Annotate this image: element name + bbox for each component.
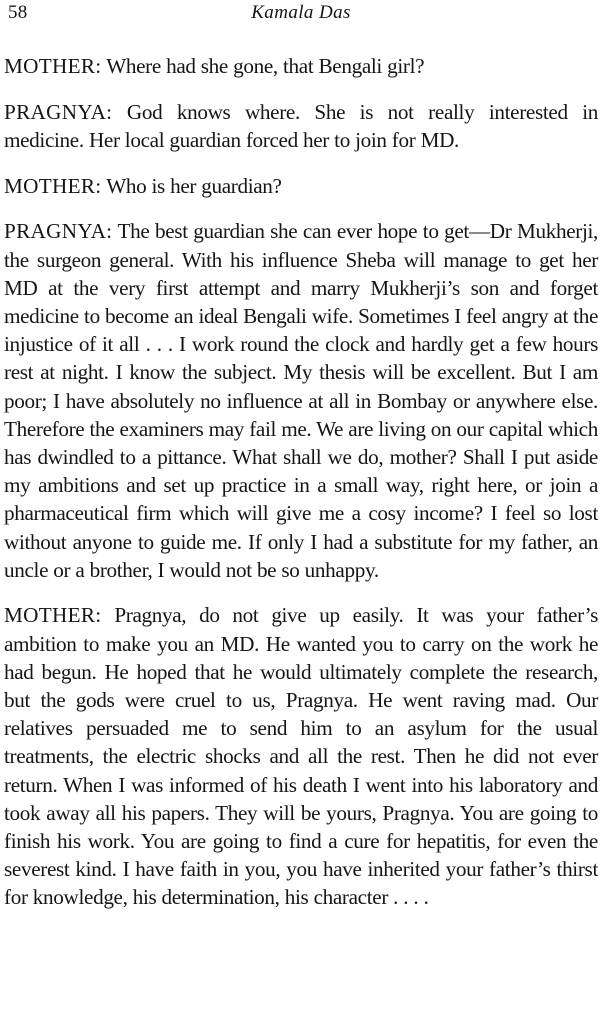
speaker-name: PRAGNYA: [4, 99, 113, 124]
dialogue-text: Where had she gone, that Bengali girl? [106, 54, 425, 78]
dialogue-paragraph [4, 98, 598, 154]
dialogue-text: God knows where. She is not really interested in medicine. Her local guardian forced her to join for MD. [4, 99, 598, 152]
dialogue-paragraph [4, 172, 598, 200]
running-head: Kamala Das [251, 2, 351, 23]
dialogue-text: The best guardian she can ever hope to get—Dr Mukherji, the surgeon general. With his influence Sheba will manage to get her MD at the very first attempt and marry Mukherji’s son and forget medicine to become an ideal Bengali wife. Sometimes I feel angry at the injustice of it all . . . I work round the clock and hardly get a few hours rest at night. I know the subject. My thesis will be excellent. But I am poor; I have absolutely no influence at all in Bombay or anywhere else. Therefore the examiners may fail me. We are living on our capital which has dwindled to a pittance. What shall we do, mother? Shall I put aside my ambitions and set up practice in a small way, right here, or join a pharmaceutical firm which will give me a cosy income? I feel so lost without anyone to guide me. If only I had a substitute for my father, an uncle or a brother, I would not be so unhappy. [4, 219, 599, 582]
dialogue-paragraph [4, 52, 598, 80]
page-body [4, 52, 598, 912]
speaker-name: MOTHER: [4, 54, 102, 78]
dialogue-paragraph [4, 217, 598, 584]
dialogue-text: Who is her guardian? [106, 173, 282, 198]
page-number: 58 [8, 2, 28, 23]
dialogue-text: Pragnya, do not give up easily. It was your father’s ambition to make you an MD. He wanted you to carry on the work he had begun. He hoped that he would ultimately complete the research, but the gods were cruel to us, Pragnya. He went raving mad. Our relatives persuaded me to send him to an asylum for the usual treatments, the electric shocks and all the rest. Then he did not ever return. When I was informed of his death I went into his laboratory and took away all his papers. They will be yours, Pragnya. You are going to finish his work. You are going to find a cure for hepatitis, for even the severest kind. I have faith in you, you have inherited your father’s thirst for knowledge, his determination, his character . . . . [4, 603, 598, 910]
page-header [4, 0, 598, 30]
speaker-name: MOTHER: [4, 173, 102, 198]
speaker-name: MOTHER: [4, 603, 102, 628]
dialogue-paragraph [4, 601, 598, 911]
speaker-name: PRAGNYA: [4, 219, 113, 244]
